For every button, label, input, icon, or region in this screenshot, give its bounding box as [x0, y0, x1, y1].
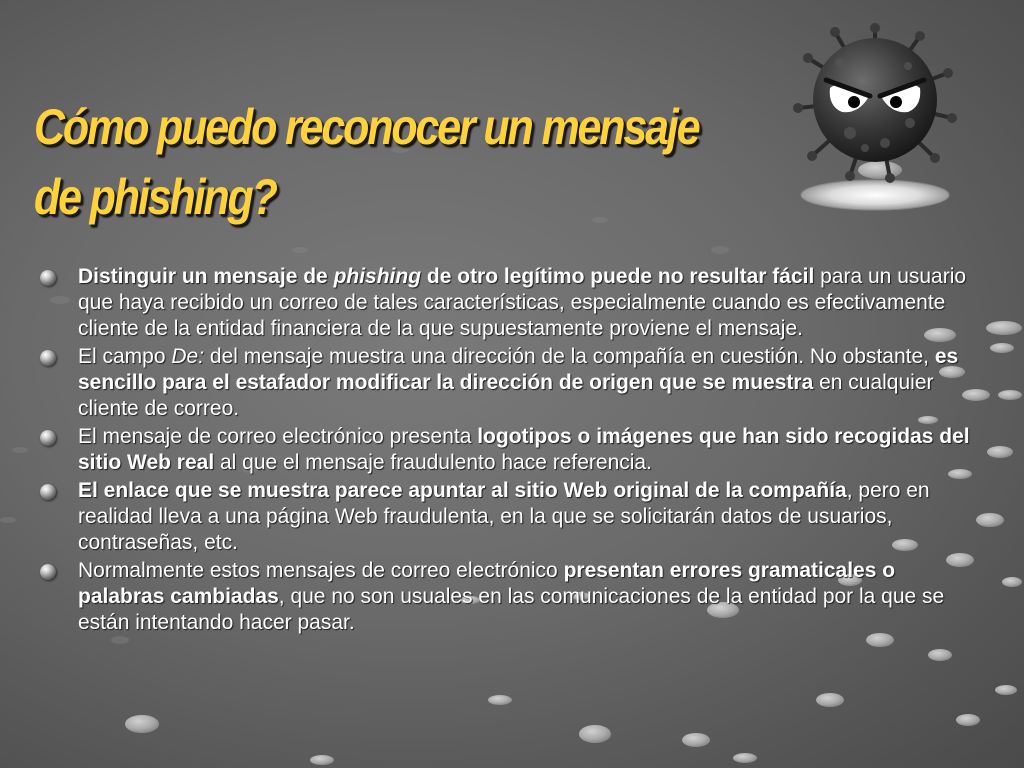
bullet-3-text-2: al que el mensaje fraudulento hace referencia. — [214, 451, 652, 474]
bullet-item-4 — [40, 478, 985, 556]
gray-sphere-bullet-icon — [40, 350, 56, 366]
bullet-2-text-3: en cualquier cliente de correo. — [78, 371, 934, 420]
gray-sphere-bullet-icon — [40, 564, 56, 580]
bullet-5-text-2: , que no son usuales en las comunicaciones de la entidad por la que se están intentando hacer pasar. — [78, 585, 945, 634]
slide-title-line-2: de phishing? — [34, 169, 276, 225]
bullet-2-text-bold: es sencillo para el estafador modificar la dirección de origen que se muestra — [78, 345, 959, 394]
bullet-1-text: para un usuario que haya recibido un correo de tales características, especialmente cuando es efectivamente cliente de la entidad financiera de la que supuestamente proviene el mensaje. — [78, 265, 967, 340]
bullet-2-text-italic: De: — [171, 345, 205, 368]
bullet-4-text-bold: El enlace que se muestra parece apuntar al sitio Web original de la compañía — [78, 479, 847, 502]
bullet-2-text: El campo — [78, 345, 172, 368]
bullet-item-1 — [40, 264, 985, 342]
bullet-4-text: , pero en realidad lleva a una página Web fraudulenta, en la que se solicitarán datos de usuarios, contraseñas, etc. — [78, 479, 930, 554]
bullet-list — [40, 264, 985, 638]
bullet-1-text-bold: Distinguir un mensaje de — [78, 265, 334, 288]
gray-sphere-bullet-icon — [40, 270, 56, 286]
bullet-item-5 — [40, 558, 985, 636]
slide-title-line-1: Cómo puedo reconocer un mensaje — [34, 99, 699, 155]
gray-sphere-bullet-icon — [40, 430, 56, 446]
gray-sphere-bullet-icon — [40, 484, 56, 500]
bullet-1-text-bold-2: de otro legítimo puede no resultar fácil — [421, 265, 815, 288]
bullet-2-text-2: del mensaje muestra una dirección de la compañía en cuestión. No obstante, — [204, 345, 935, 368]
bullet-5-text: Normalmente estos mensajes de correo electrónico — [78, 559, 564, 582]
bullet-item-2 — [40, 344, 985, 422]
bullet-3-text-bold: logotipos o imágenes que han sido recogidas del sitio Web real — [78, 425, 970, 474]
bullet-1-text-bold-italic: phishing — [333, 265, 422, 288]
slide-title — [34, 92, 698, 232]
bullet-5-text-bold: presentan errores gramaticales o palabras cambiadas — [78, 559, 896, 608]
virus-monster-icon — [790, 18, 960, 218]
bullet-3-text: El mensaje de correo electrónico presenta — [78, 425, 478, 448]
bullet-item-3 — [40, 424, 985, 476]
